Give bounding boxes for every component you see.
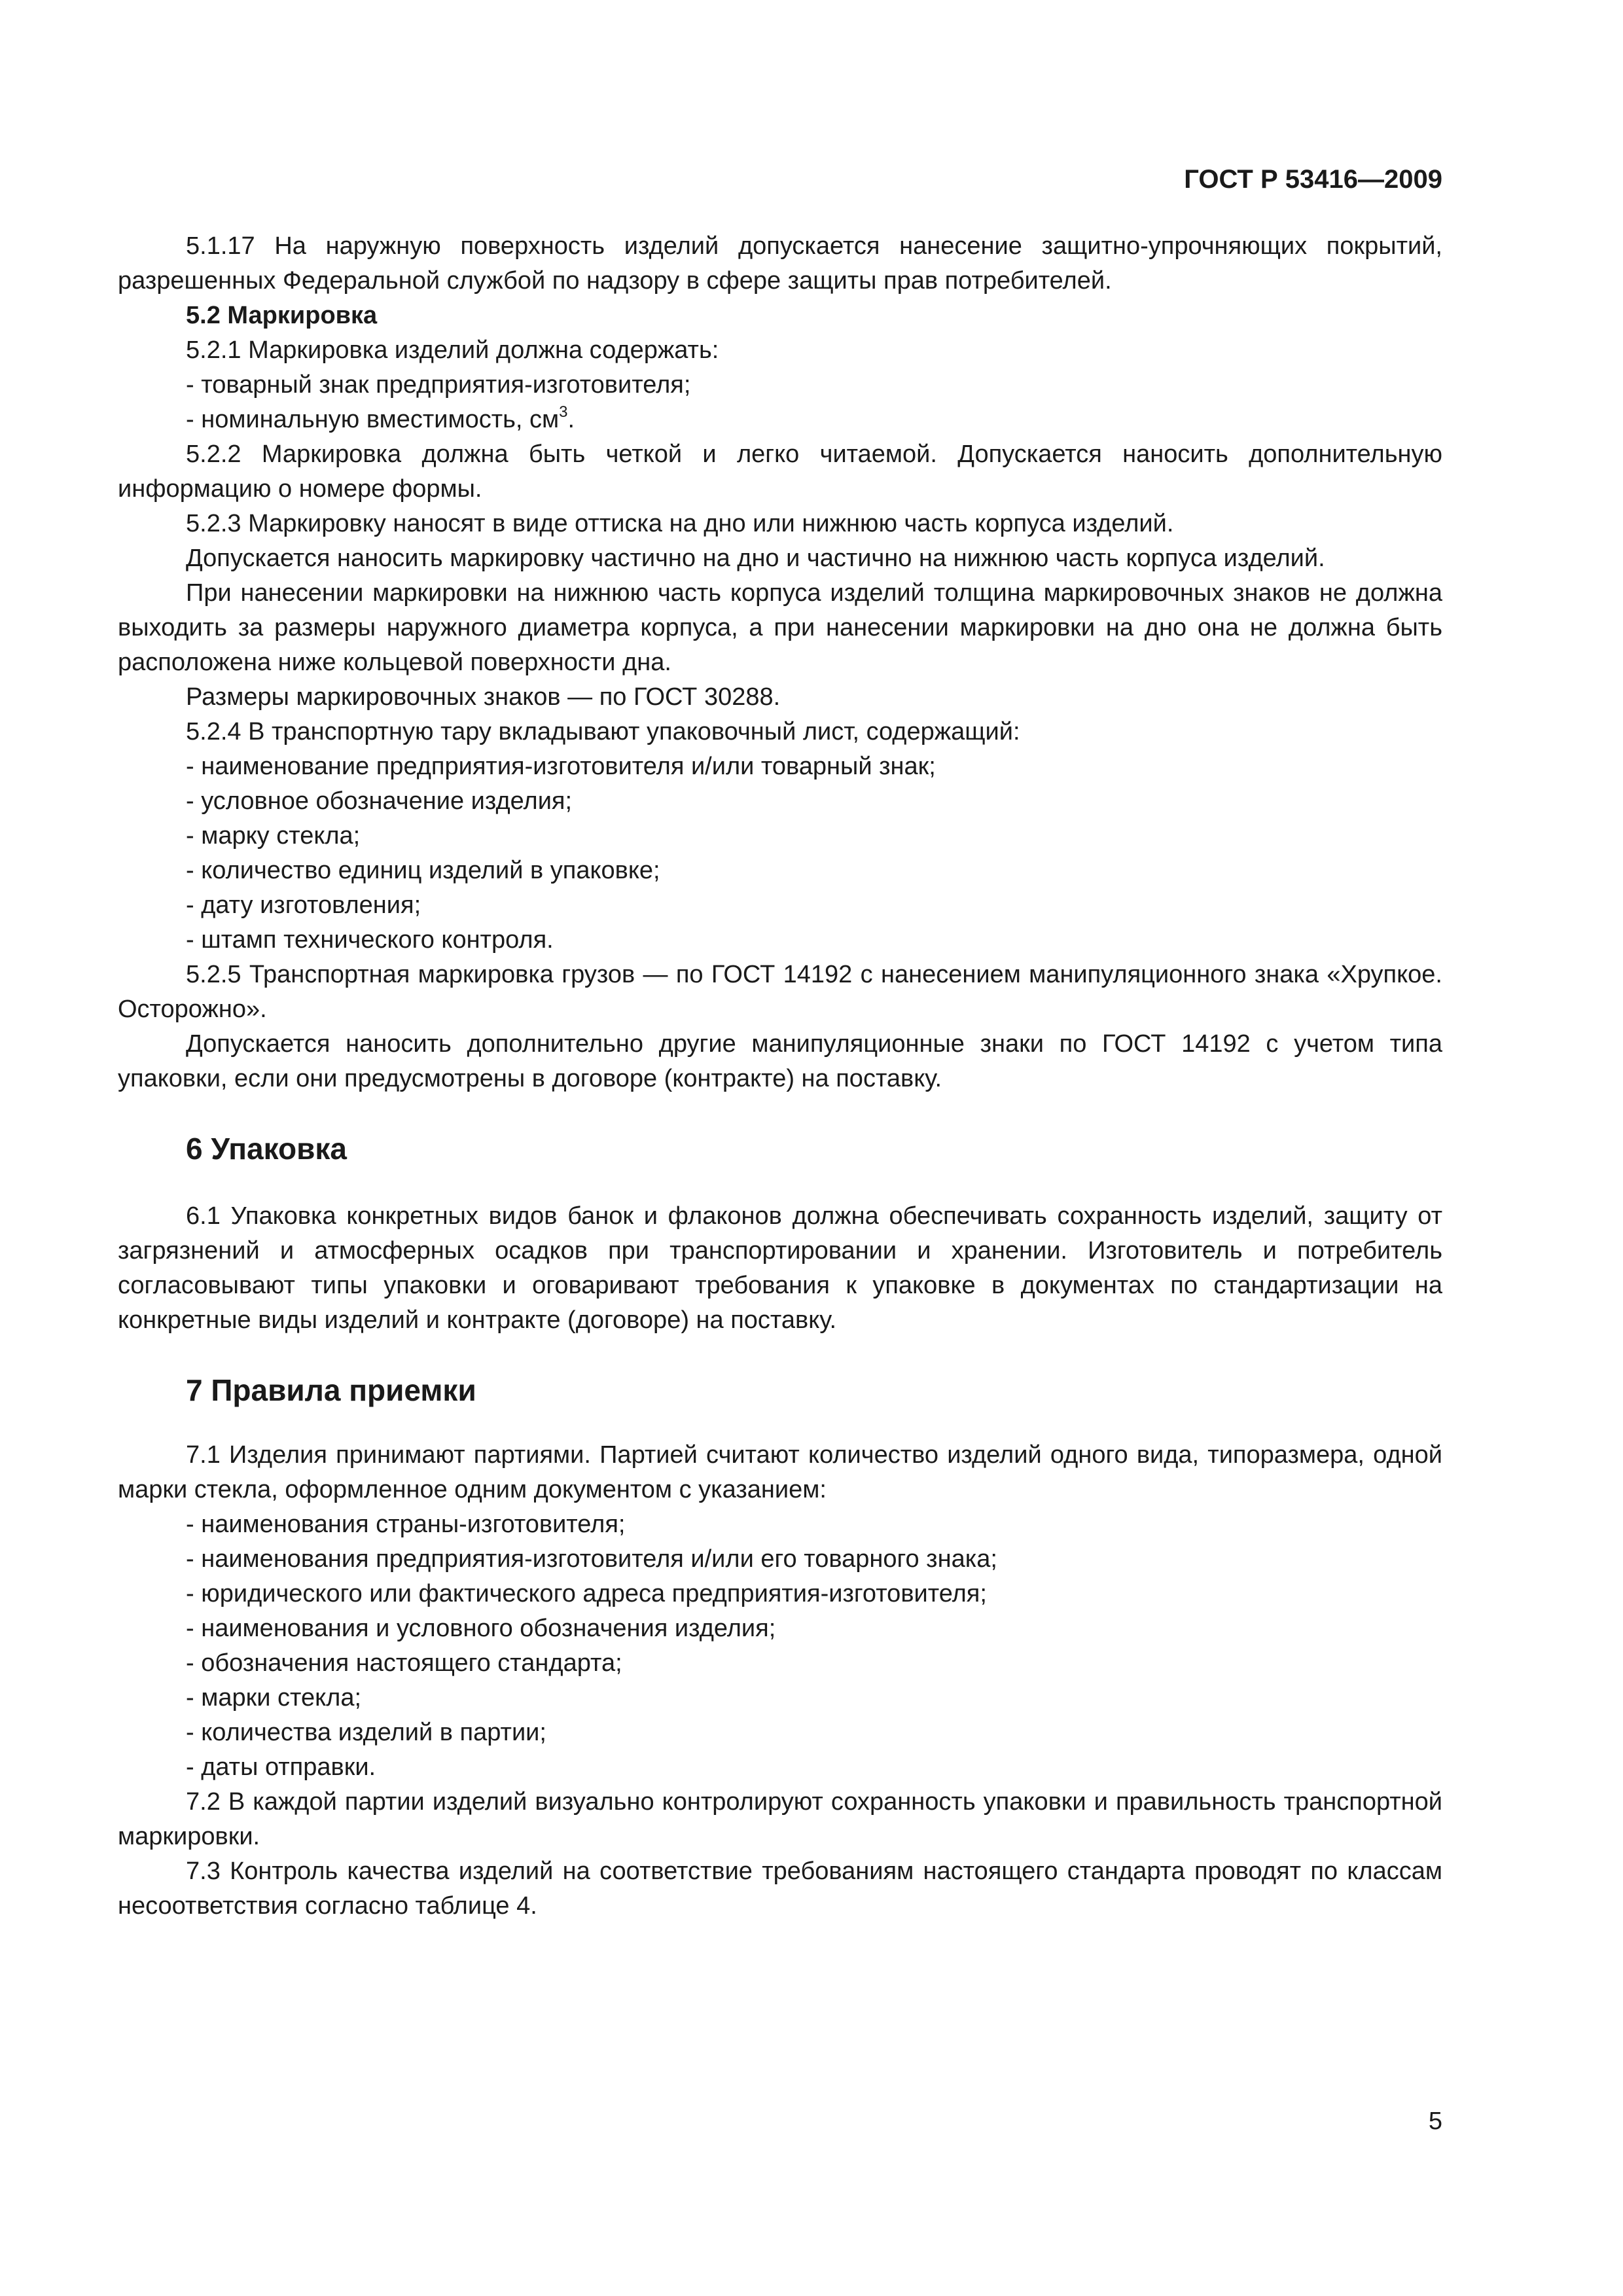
paragraph-6-1: 6.1 Упаковка конкретных видов банок и флаконов должна обеспечивать сохранность изделий, защиту от загрязнений и атмосферных осадков при транспортировании и хранении. Изготовитель и потребитель согласовывают типы упаковки и оговаривают требования к упаковке в документах по стандартизации на конкретные виды изделий и контракте (договоре) на поставку. [118,1202,1442,1334]
list-item: - марку стекла; [186,822,361,850]
paragraph-5-2-1: 5.2.1 Маркировка изделий должна содержать: [186,336,719,364]
list-item: - количество единиц изделий в упаковке; [186,857,660,884]
list-item: - количества изделий в партии; [186,1719,546,1746]
section-heading-7: 7 Правила приемки [186,1373,476,1407]
paragraph-5-2-3-c: При нанесении маркировки на нижнюю часть корпуса изделий толщина маркировочных знаков не должна выходить за размеры наружного диаметра корпуса, а при нанесении маркировки на дно она не должна быть расположена ниже кольцевой поверхности дна. [118,579,1442,676]
list-item: - наименование предприятия-изготовителя и/или товарный знак; [186,753,936,780]
list-item: - обозначения настоящего стандарта; [186,1649,622,1677]
subsection-heading-5-2: 5.2 Маркировка [186,302,378,329]
list-item: - наименования предприятия-изготовителя и/или его товарного знака; [186,1545,997,1573]
paragraph-5-1-17: 5.1.17 На наружную поверхность изделий допускается нанесение защитно-упрочняющих покрытий, разрешенных Федеральной службой по надзору в сфере защиты прав потребителей. [118,232,1442,295]
superscript-3: 3 [559,403,568,421]
list-item: - штамп технического контроля. [186,926,554,954]
list-item: - даты отправки. [186,1753,376,1781]
page-number: 5 [1428,2108,1442,2135]
paragraph-5-2-5-b: Допускается наносить дополнительно другие манипуляционные знаки по ГОСТ 14192 с учетом типа упаковки, если они предусмотрены в договоре (контракте) на поставку. [118,1030,1442,1092]
paragraph-7-3: 7.3 Контроль качества изделий на соответствие требованиям настоящего стандарта проводят по классам несоответствия согласно таблице 4. [118,1857,1442,1920]
document-body [118,229,1442,1924]
list-item: - дату изготовления; [186,891,421,919]
list-item-end: . [567,406,575,433]
list-item: - наименования страны-изготовителя; [186,1511,626,1538]
paragraph-5-2-2: 5.2.2 Маркировка должна быть четкой и легко читаемой. Допускается наносить дополнительную информацию о номере формы. [118,440,1442,503]
document-code: ГОСТ Р 53416—2009 [1184,165,1442,194]
list-item [118,403,1442,437]
list-item: - наименования и условного обозначения изделия; [186,1615,776,1642]
paragraph-5-2-3: 5.2.3 Маркировку наносят в виде оттиска на дно или нижнюю часть корпуса изделий. [186,510,1174,537]
list-item: - условное обозначение изделия; [186,787,573,815]
paragraph-5-2-4: 5.2.4 В транспортную тару вкладывают упаковочный лист, содержащий: [186,718,1020,745]
paragraph-5-2-3-d: Размеры маркировочных знаков — по ГОСТ 30288. [186,683,781,711]
list-item: - товарный знак предприятия-изготовителя; [186,371,691,399]
list-item: - юридического или фактического адреса предприятия-изготовителя; [186,1580,987,1607]
paragraph-5-2-3-b: Допускается наносить маркировку частично на дно и частично на нижнюю часть корпуса изделий. [186,545,1325,572]
list-item: - марки стекла; [186,1684,362,1712]
paragraph-7-2: 7.2 В каждой партии изделий визуально контролируют сохранность упаковки и правильность транспортной маркировки. [118,1788,1442,1850]
section-heading-6: 6 Упаковка [186,1132,347,1166]
paragraph-5-2-5: 5.2.5 Транспортная маркировка грузов — по ГОСТ 14192 с нанесением манипуляционного знака «Хрупкое. Осторожно». [118,961,1442,1023]
list-item-text: - номинальную вместимость, см [186,406,560,433]
paragraph-7-1: 7.1 Изделия принимают партиями. Партией считают количество изделий одного вида, типоразмера, одной марки стекла, оформленное одним документом с указанием: [118,1441,1442,1503]
